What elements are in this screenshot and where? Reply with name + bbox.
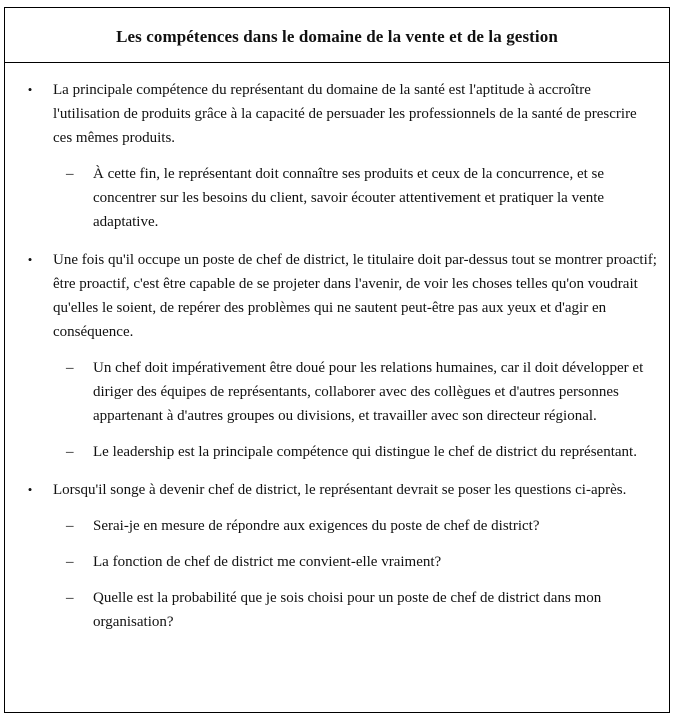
sub-text: Quelle est la probabilité que je sois choisi pour un poste de chef de district dans mon organisation? — [93, 590, 602, 630]
sub-item — [53, 550, 659, 574]
sub-item — [53, 162, 659, 234]
competences-table — [4, 7, 670, 713]
sub-item — [53, 356, 659, 428]
bullet-item — [5, 248, 659, 464]
sub-text: À cette fin, le représentant doit connaître ses produits et ceux de la concurrence, et se concentrer sur les besoins du client, savoir écouter attentivement et pratiquer la vente adaptative. — [93, 166, 605, 230]
sub-text: Le leadership est la principale compétence qui distingue le chef de district du représentant. — [93, 444, 637, 460]
sub-marker: – — [66, 360, 74, 376]
sub-marker: – — [66, 518, 74, 534]
sub-item — [53, 440, 659, 464]
bullet-text: Lorsqu'il songe à devenir chef de district, le représentant devrait se poser les questions ci-après. — [53, 482, 627, 498]
sub-text: Un chef doit impérativement être doué pour les relations humaines, car il doit développer et diriger des équipes de représentants, collaborer avec des collègues et d'autres personnes appartenant à d'autres groupes ou divisions, et travailler avec son directeur régional. — [93, 360, 644, 424]
bullet-item — [5, 78, 659, 234]
sub-marker: – — [66, 590, 74, 606]
table-title: Les compétences dans le domaine de la vente et de la gestion — [116, 26, 558, 46]
bullet-item — [5, 478, 659, 634]
sub-marker: – — [66, 444, 74, 460]
sub-item — [53, 514, 659, 538]
sub-text: La fonction de chef de district me convient-elle vraiment? — [93, 554, 442, 570]
bullet-marker: • — [27, 482, 33, 497]
bullet-marker: • — [27, 252, 33, 267]
bullet-text: La principale compétence du représentant du domaine de la santé est l'aptitude à accroître l'utilisation de produits grâce à la capacité de persuader les professionnels de la santé de prescrire ces mêmes produits. — [53, 82, 637, 146]
table-body — [5, 63, 669, 634]
sub-item — [53, 586, 659, 634]
bullet-marker: • — [27, 82, 33, 97]
table-header — [5, 8, 669, 63]
sub-text: Serai-je en mesure de répondre aux exigences du poste de chef de district? — [93, 518, 540, 534]
bullet-text: Une fois qu'il occupe un poste de chef de district, le titulaire doit par-dessus tout se montrer proactif; être proactif, c'est être capable de se projeter dans l'avenir, de voir les choses telles qu'on voudrait qu'elles le soient, de repérer des problèmes qui ne sautent peut-être pas aux yeux et d'agir en conséquence. — [53, 252, 657, 340]
sub-marker: – — [66, 554, 74, 570]
sub-marker: – — [66, 166, 74, 182]
